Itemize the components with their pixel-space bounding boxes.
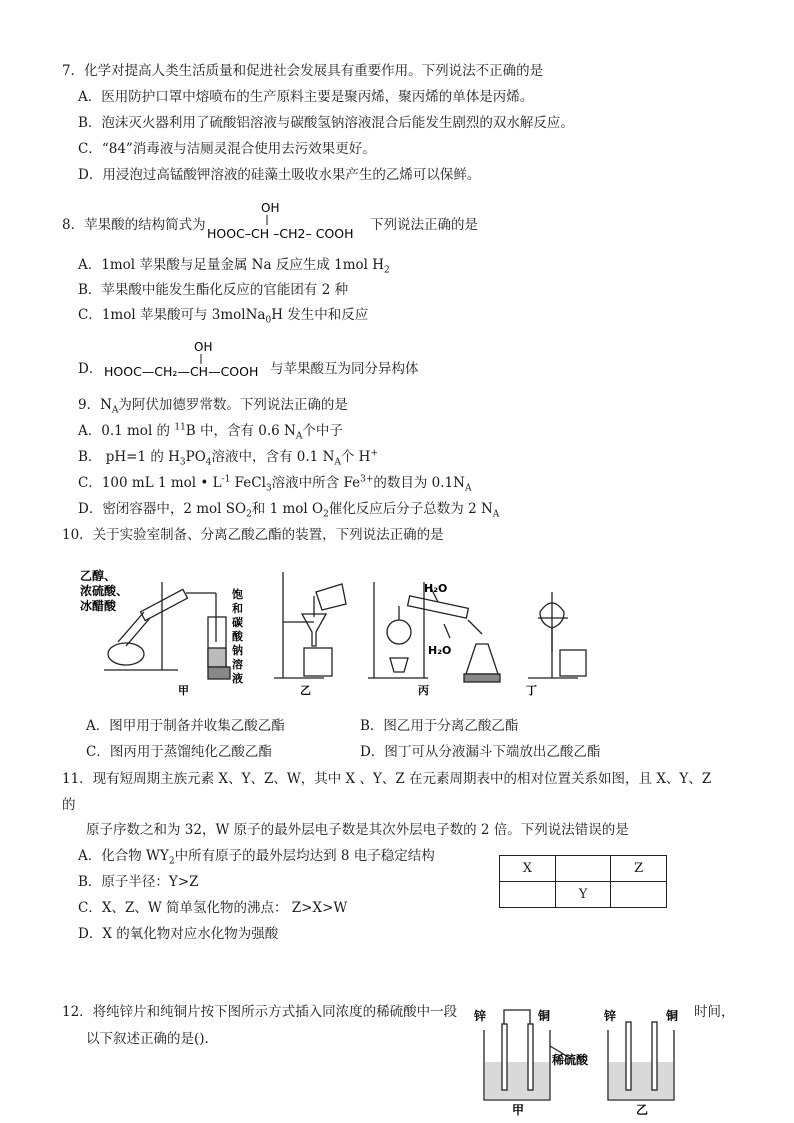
cell-label-jia: 甲 (512, 1103, 525, 1117)
q8-stem-after: 下列说法正确的是 (370, 217, 478, 233)
water-in-label: H₂O (424, 582, 448, 595)
q11-stem-line3: 原子序数之和为 32，W 原子的最外层电子数是其次外层电子数的 2 倍。下列说法错误的是 (86, 822, 629, 838)
table-cell: Z (611, 856, 667, 882)
liquid-char-6: 溶 (232, 658, 243, 671)
table-row (500, 882, 667, 908)
liquid-char-5: 钠 (232, 644, 243, 657)
q11-option-c: C．X、Z、W 简单氢化物的沸点： Z>X>W (78, 900, 348, 916)
reagent-label-1: 乙醇、 (80, 569, 117, 583)
q8-stem-before: 8．苹果酸的结构简式为 (62, 217, 206, 233)
table-cell (500, 882, 556, 908)
figure-label-yi: 乙 (300, 684, 311, 697)
q8-option-c: C．1mol 苹果酸可与 3molNa$_0$H 发生中和反应 (78, 307, 369, 326)
structure-oh: OH (261, 201, 280, 215)
q11-option-b: B．原子半径：Y>Z (78, 874, 199, 890)
q10-stem: 10．关于实验室制备、分离乙酸乙酯的装置，下列说法正确的是 (62, 527, 444, 543)
cell-label-yi: 乙 (636, 1103, 649, 1117)
q10-option-a: A．图甲用于制备并收集乙酸乙酯 (86, 718, 285, 734)
reagent-label-2: 浓硫酸、 (80, 584, 129, 598)
structure-chain: HOOC–CH –CH2– COOH (207, 226, 354, 241)
table-cell (555, 856, 611, 882)
copper-label-jia: 铜 (538, 1009, 551, 1023)
acid-label: 稀硫酸 (552, 1053, 589, 1067)
q8-option-d-label: D． (78, 361, 103, 377)
table-cell: Y (555, 882, 611, 908)
malic-acid-structure (205, 198, 370, 244)
isomer-oh: OH (194, 340, 213, 354)
q9-option-c: C．100 mL 1 mol • $L^{-1}$ FeCl$_3$溶液中所含 $Fe^{3+}$的数目为 $0.1N_A$ (78, 474, 472, 494)
q12-stem-line2: 以下叙述正确的是(). (86, 1031, 209, 1047)
zinc-label-jia: 锌 (474, 1009, 487, 1023)
liquid-char-7: 液 (232, 672, 243, 685)
isomer-structure (102, 338, 272, 382)
copper-label-yi: 铜 (666, 1009, 679, 1023)
q7-option-c: C．“84”消毒液与洁厕灵混合使用去污效果更好。 (78, 141, 376, 157)
q7-option-d: D．用浸泡过高锰酸钾溶液的硅藻土吸收水果产生的乙烯可以保鲜。 (78, 167, 481, 183)
q11-option-d: D．X 的氧化物对应水化物为强酸 (78, 926, 279, 942)
periodic-position-table (499, 855, 667, 908)
isomer-chain: HOOC—CH₂—CH—COOH (104, 364, 259, 379)
liquid-char-1: 饱 (232, 588, 243, 601)
table-cell: X (500, 856, 556, 882)
zinc-copper-cell-figure (470, 1000, 690, 1120)
figure-label-ding: 丁 (526, 684, 537, 697)
liquid-char-3: 碳 (232, 616, 243, 629)
table-cell (611, 882, 667, 908)
water-out-label: H₂O (428, 644, 452, 657)
q12-stem-line1: 12．将纯锌片和纯铜片按下图所示方式插入同浓度的稀硫酸中一段 (62, 1004, 458, 1020)
zinc-label-yi: 锌 (604, 1009, 617, 1023)
q10-option-b: B．图乙用于分离乙酸乙酯 (360, 718, 519, 734)
table-row (500, 856, 667, 882)
q10-option-c: C．图丙用于蒸馏纯化乙酸乙酯 (86, 744, 272, 760)
q8-option-b: B．苹果酸中能发生酯化反应的官能团有 2 种 (78, 282, 349, 298)
liquid-char-4: 酸 (232, 630, 243, 643)
q9-option-a: A．0.1 mol 的 $^{11}$B 中，含有 0.6 $N_A$个中子 (78, 422, 343, 442)
liquid-char-2: 和 (232, 602, 243, 615)
figure-label-bing: 丙 (418, 684, 429, 697)
q11-stem-line1: 11．现有短周期主族元素 X、Y、Z、W，其中 X 、Y、Z 在元素周期表中的相对位置关系如图，且 X、Y、Z (62, 771, 712, 787)
q7-option-a: A．医用防护口罩中熔喷布的生产原料主要是聚丙烯，聚丙烯的单体是丙烯。 (78, 89, 534, 105)
q9-stem: 9．$N_A$为阿伏加德罗常数。下列说法正确的是 (78, 397, 348, 416)
reagent-label-3: 冰醋酸 (80, 599, 117, 613)
q12-stem-tail: 时间， (694, 1004, 735, 1020)
q11-option-a: A．化合物 $WY_2$中所有原子的最外层均达到 8 电子稳定结构 (78, 848, 435, 867)
esterification-apparatus-figure (78, 562, 598, 702)
q7-option-b: B．泡沫灭火器利用了硫酸铝溶液与碳酸氢钠溶液混合后能发生剧烈的双水解反应。 (78, 115, 574, 131)
q7-stem: 7．化学对提高人类生活质量和促进社会发展具有重要作用。下列说法不正确的是 (62, 63, 544, 79)
q8-option-a: A．1mol 苹果酸与足量金属 Na 反应生成 1mol $H_2$ (78, 257, 390, 276)
q9-option-b: B． pH=1 的 $H_3PO_4$溶液中，含有 0.1 $N_A$个 H+ (78, 448, 379, 468)
q8-option-d-tail: 与苹果酸互为同分异构体 (270, 361, 419, 377)
figure-label-jia: 甲 (178, 684, 189, 697)
q9-option-d: D．密闭容器中，2 mol $SO_2$和 1 mol $O_2$催化反应后分子总数为 2 $N_A$ (78, 501, 500, 520)
q11-stem-line2: 的 (62, 797, 76, 813)
q10-option-d: D．图丁可从分液漏斗下端放出乙酸乙酯 (360, 744, 601, 760)
